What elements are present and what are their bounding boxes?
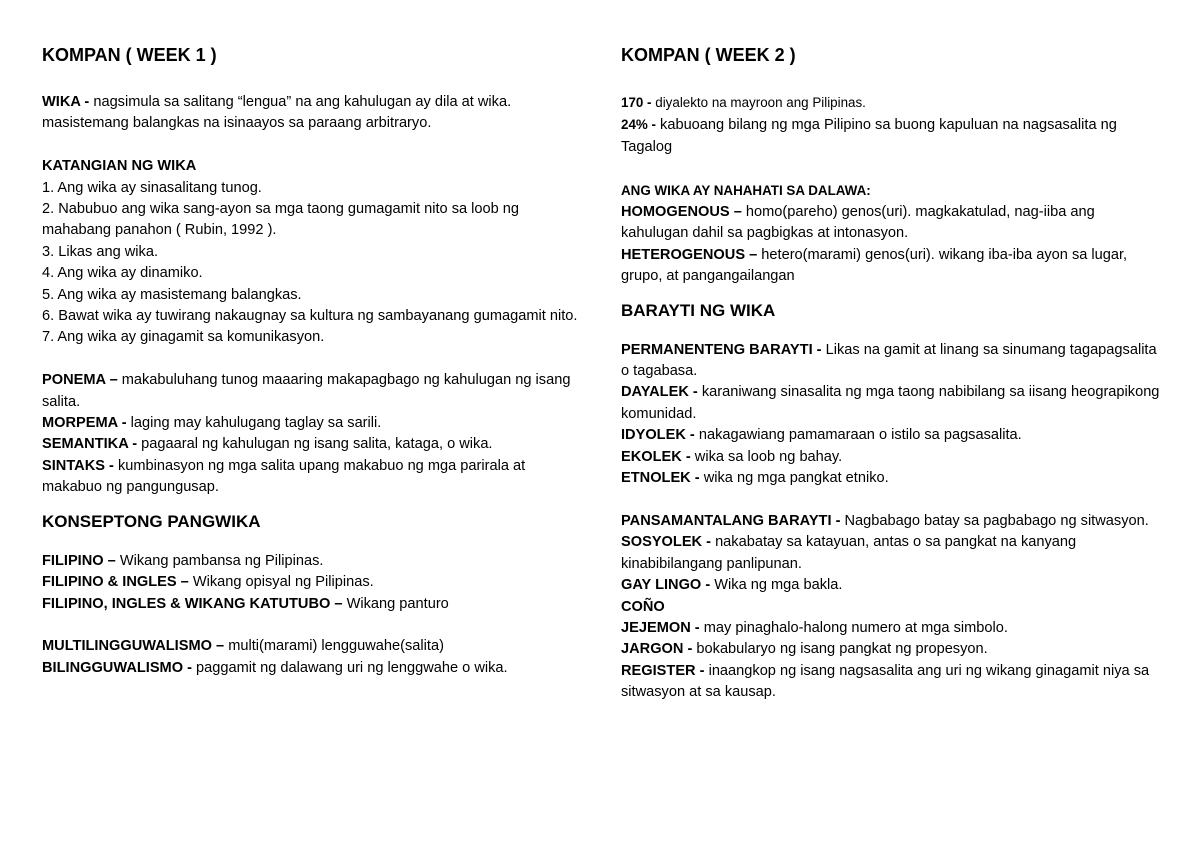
term: 170 - bbox=[621, 95, 652, 110]
left-column bbox=[42, 40, 587, 679]
term: GAY LINGO - bbox=[621, 577, 711, 594]
barayti-heading: BARAYTI NG WIKA bbox=[621, 300, 776, 320]
term: EKOLEK - bbox=[621, 448, 691, 465]
term-entry bbox=[621, 468, 1166, 489]
term-entry bbox=[621, 532, 1166, 575]
term-entry bbox=[621, 639, 1166, 660]
right-column bbox=[621, 40, 1166, 704]
term: JEJEMON - bbox=[621, 619, 700, 636]
term: MORPEMA - bbox=[42, 415, 127, 432]
term: FILIPINO, INGLES & WIKANG KATUTUBO – bbox=[42, 595, 343, 612]
term: REGISTER - bbox=[621, 662, 705, 679]
term-entry bbox=[621, 618, 1166, 639]
list-item: 2. Nabubuo ang wika sang-ayon sa mga taong gumagamit nito sa loob ng mahabang panahon ( Rubin, 1992 ). bbox=[42, 201, 520, 239]
definition: nakabatay sa katayuan, antas o sa pangkat na kanyang kinabibilangang panlipunan. bbox=[621, 534, 1077, 572]
definition: homo(pareho) genos(uri). magkakatulad, nag-iiba ang kahulugan dahil sa pagbigkas at intonasyon. bbox=[621, 204, 1095, 242]
term: BILINGGUWALISMO - bbox=[42, 659, 192, 676]
term: PONEMA – bbox=[42, 372, 118, 389]
konsepto-heading: KONSEPTONG PANGWIKA bbox=[42, 511, 261, 531]
definition: bokabularyo ng isang pangkat ng propesyon. bbox=[692, 641, 988, 658]
definition: diyalekto na mayroon ang Pilipinas. bbox=[651, 95, 866, 110]
definition: laging may kahulugang taglay sa sarili. bbox=[126, 415, 382, 432]
definition: Nagbabago batay sa pagbabago ng sitwasyon. bbox=[840, 512, 1149, 529]
stat-entry bbox=[621, 92, 1166, 114]
term-entry bbox=[42, 434, 587, 455]
term: WIKA - bbox=[42, 94, 90, 110]
term: SOSYOLEK - bbox=[621, 534, 712, 551]
term-entry bbox=[621, 245, 1166, 288]
term: HETEROGENOUS – bbox=[621, 246, 758, 263]
definition: hetero(marami) genos(uri). wikang iba-iba ayon sa lugar, grupo, at pangangailangan bbox=[621, 246, 1128, 285]
definition: may pinaghalo-halong numero at mga simbolo. bbox=[699, 619, 1008, 636]
definition: inaangkop ng isang nagsasalita ang uri ng wikang ginagamit niya sa sitwasyon at sa kausap. bbox=[621, 662, 1150, 701]
definition: wika ng mga pangkat etniko. bbox=[699, 470, 889, 487]
term: 24% - bbox=[621, 117, 656, 133]
term: FILIPINO & INGLES – bbox=[42, 574, 189, 591]
definition: multi(marami) lengguwahe(salita) bbox=[224, 638, 444, 655]
list-item: 3. Likas ang wika. bbox=[42, 243, 159, 260]
definition: wika sa loob ng bahay. bbox=[690, 448, 843, 465]
term: COÑO bbox=[621, 598, 665, 615]
heading-text: ANG WIKA AY NAHAHATI SA DALAWA: bbox=[621, 182, 871, 198]
term-entry bbox=[42, 551, 587, 572]
term-entry bbox=[42, 636, 587, 657]
term-entry bbox=[621, 425, 1166, 446]
term-entry bbox=[621, 511, 1166, 532]
term-entry bbox=[42, 413, 587, 434]
list-item: 7. Ang wika ay ginagamit sa komunikasyon. bbox=[42, 329, 325, 346]
week2-title: KOMPAN ( WEEK 2 ) bbox=[621, 45, 796, 65]
term: MULTILINGGUWALISMO – bbox=[42, 638, 225, 655]
term-entry bbox=[42, 370, 587, 413]
definition: Wikang pambansa ng Pilipinas. bbox=[115, 552, 324, 569]
definition: pagaaral ng kahulugan ng isang salita, kataga, o wika. bbox=[137, 436, 493, 453]
term: DAYALEK - bbox=[621, 384, 698, 401]
week1-title: KOMPAN ( WEEK 1 ) bbox=[42, 45, 217, 65]
term: JARGON - bbox=[621, 641, 693, 658]
stat-entry bbox=[621, 114, 1166, 158]
term: ETNOLEK - bbox=[621, 470, 700, 487]
term: FILIPINO – bbox=[42, 552, 116, 569]
katangian-heading bbox=[42, 156, 587, 177]
definition: makabuluhang tunog maaaring makapagbago ng kahulugan ng isang salita. bbox=[42, 372, 571, 410]
term-entry bbox=[621, 340, 1166, 383]
list-item: 1. Ang wika ay sinasalitang tunog. bbox=[42, 179, 262, 196]
definition: Likas na gamit at linang sa sinumang tagapagsalita o tagabasa. bbox=[621, 341, 1157, 380]
definition: nakagawiang pamamaraan o istilo sa pagsasalita. bbox=[694, 427, 1022, 444]
term-entry bbox=[42, 456, 587, 499]
term: PANSAMANTALANG BARAYTI - bbox=[621, 512, 841, 529]
definition: Wikang opisyal ng Pilipinas. bbox=[188, 574, 374, 591]
definition: kabuoang bilang ng mga Pilipino sa buong kapuluan na nagsasalita ng Tagalog bbox=[621, 117, 1117, 155]
term-entry bbox=[42, 594, 587, 615]
wika-definition bbox=[42, 92, 587, 135]
definition: Wikang panturo bbox=[342, 595, 449, 612]
term: SEMANTIKA - bbox=[42, 436, 138, 453]
term: IDYOLEK - bbox=[621, 427, 695, 444]
nahahati-heading bbox=[621, 180, 1166, 202]
definition: nagsimula sa salitang “lengua” na ang kahulugan ay dila at wika. masistemang balangkas na isinaayos sa paraang arbitraryo. bbox=[42, 94, 512, 132]
term-entry bbox=[621, 382, 1166, 425]
term-entry bbox=[621, 661, 1166, 704]
definition: paggamit ng dalawang uri ng lenggwahe o wika. bbox=[191, 659, 508, 676]
term: SINTAKS - bbox=[42, 457, 114, 474]
list-item: 5. Ang wika ay masistemang balangkas. bbox=[42, 286, 302, 303]
term-entry bbox=[42, 658, 587, 679]
list-item: 6. Bawat wika ay tuwirang nakaugnay sa kultura ng sambayanang gumagamit nito. bbox=[42, 308, 578, 325]
term-entry bbox=[621, 597, 1166, 618]
definition: kumbinasyon ng mga salita upang makabuo ng mga parirala at makabuo ng pangungusap. bbox=[42, 457, 526, 496]
term-entry bbox=[621, 447, 1166, 468]
term: HOMOGENOUS – bbox=[621, 204, 742, 221]
term-entry bbox=[621, 202, 1166, 245]
definition: Wika ng mga bakla. bbox=[710, 577, 843, 594]
term: PERMANENTENG BARAYTI - bbox=[621, 341, 822, 358]
heading-text: KATANGIAN NG WIKA bbox=[42, 158, 197, 175]
list-item: 4. Ang wika ay dinamiko. bbox=[42, 265, 203, 282]
term-entry bbox=[621, 575, 1166, 596]
definition: karaniwang sinasalita ng mga taong nabibilang sa iisang heograpikong komunidad. bbox=[621, 384, 1160, 422]
term-entry bbox=[42, 572, 587, 593]
